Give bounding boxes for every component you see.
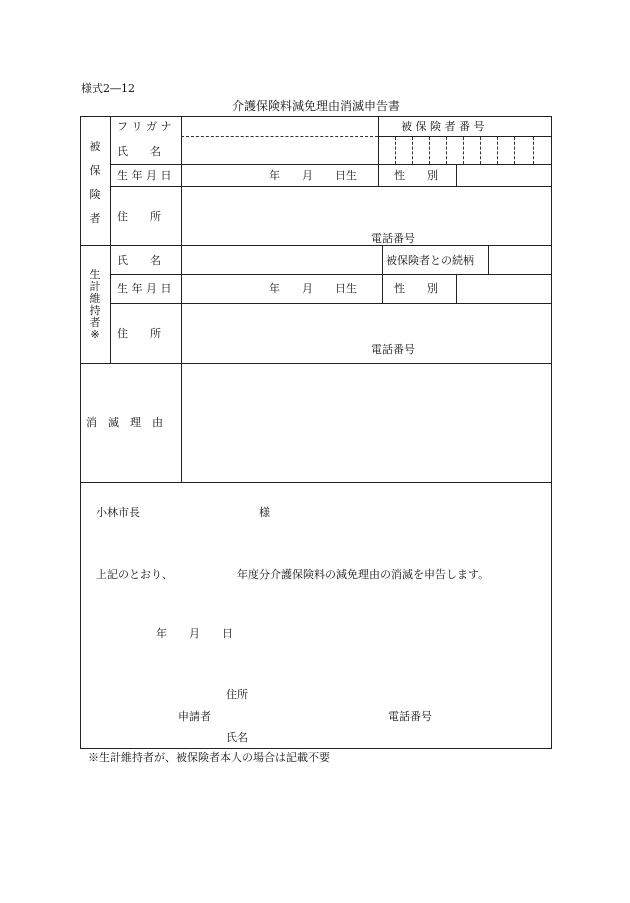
insured-section-label-char: 被 <box>89 140 101 153</box>
householder-name-field[interactable] <box>182 246 381 273</box>
insured-name-label: 氏 名 <box>117 145 161 158</box>
statement-body: 年度分介護保険料の減免理由の消滅を申告します。 <box>237 568 490 581</box>
form-code: 様式2―12 <box>81 82 135 95</box>
applicant-address-label: 住所 <box>226 688 248 701</box>
householder-sex-label: 性 別 <box>394 282 438 295</box>
table-border-bottom <box>80 748 552 749</box>
addressee: 小林市長 <box>96 506 140 519</box>
insured-phone-label: 電話番号 <box>371 232 415 245</box>
furigana-field[interactable] <box>182 117 377 135</box>
reason-field[interactable] <box>182 364 550 481</box>
insured-name-field[interactable] <box>182 137 377 163</box>
applicant-name-label: 氏名 <box>226 731 248 744</box>
honorific: 様 <box>259 506 270 519</box>
householder-address-label: 住 所 <box>117 327 161 340</box>
householder-sex-field[interactable] <box>457 275 550 302</box>
insured-dob-label: 生 年 月 日 <box>117 169 172 182</box>
insured-dob-field[interactable]: 年 月 日生 <box>269 169 357 182</box>
fiscal-year-field[interactable] <box>180 566 232 582</box>
footnote: ※生計維持者が、被保険者本人の場合は記載不要 <box>88 751 330 764</box>
reason-bottom-line <box>80 482 552 483</box>
householder-section-label-char: 維 <box>89 292 101 305</box>
furigana-label: フ リ ガ ナ <box>117 120 172 133</box>
insured-address-label: 住 所 <box>117 210 161 223</box>
householder-phone-label: 電話番号 <box>371 343 415 356</box>
applicant-label: 申請者 <box>178 710 211 723</box>
insured-section-label-char: 保 <box>89 164 101 177</box>
relation-label: 被保険者との続柄 <box>386 254 474 267</box>
insured-section-label-char: 者 <box>89 212 101 225</box>
householder-section-label-char: 計 <box>89 280 101 293</box>
insured-sex-label: 性 別 <box>394 169 438 182</box>
section-label-divider <box>110 116 111 363</box>
table-border-right <box>551 116 552 749</box>
householder-dob-label: 生 年 月 日 <box>117 282 172 295</box>
insured-section-label-char: 険 <box>89 188 101 201</box>
table-border-left <box>80 116 81 749</box>
insured-sex-field[interactable] <box>457 165 550 185</box>
householder-section-label-char: 者 <box>89 316 101 329</box>
householder-section-label-char: 持 <box>89 304 101 317</box>
householder-dob-field[interactable]: 年 月 日生 <box>269 282 357 295</box>
reason-label: 消 滅 理 由 <box>86 416 163 429</box>
relation-field[interactable] <box>489 246 550 273</box>
insured-number-field[interactable] <box>379 137 550 163</box>
form-title: 介護保険料減免理由消滅申告書 <box>232 99 401 113</box>
insured-address-field[interactable] <box>182 187 550 227</box>
applicant-phone-label: 電話番号 <box>388 710 432 723</box>
householder-address-field[interactable] <box>182 304 550 342</box>
householder-section-label-char: ※ <box>90 328 100 341</box>
insured-number-label: 被 保 険 者 番 号 <box>401 120 485 133</box>
householder-name-label: 氏 名 <box>117 254 161 267</box>
declaration-date[interactable]: 年 月 日 <box>156 627 233 640</box>
householder-section-label-char: 生 <box>89 268 101 281</box>
statement-prefix: 上記のとおり、 <box>96 568 173 581</box>
